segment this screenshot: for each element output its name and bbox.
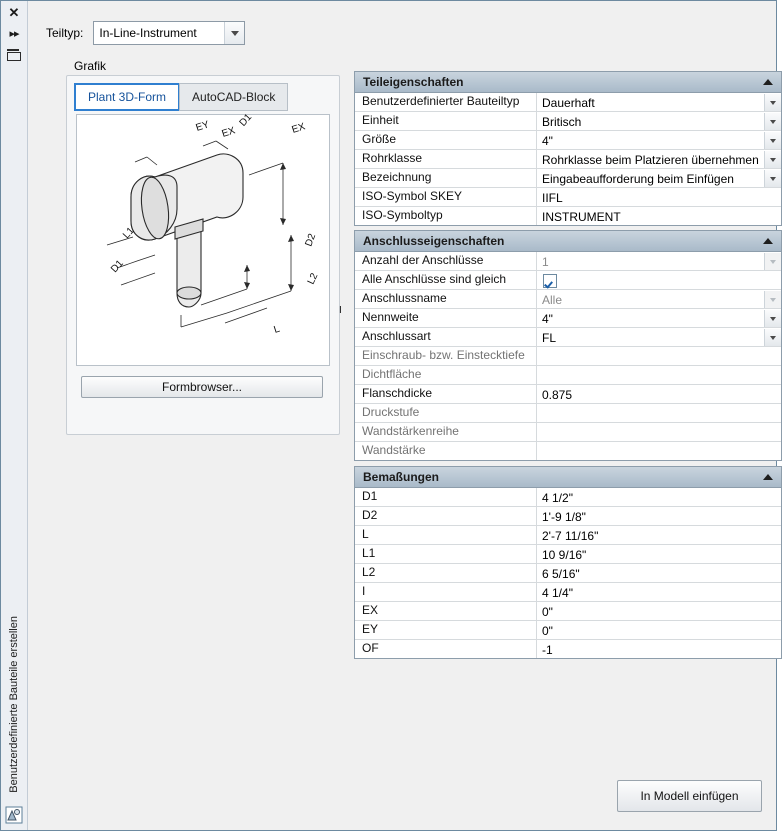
- row-value-text-input[interactable]: [537, 640, 781, 658]
- table-row: [355, 404, 781, 423]
- row-label: D2: [355, 507, 537, 525]
- row-value-text-input[interactable]: [537, 507, 781, 525]
- row-value-text: 4 1/2": [542, 490, 573, 505]
- row-value-text-input[interactable]: [537, 404, 781, 422]
- table-row: [355, 188, 781, 207]
- preview-label-d2: D2: [303, 232, 319, 249]
- chevron-up-icon[interactable]: [763, 238, 773, 244]
- row-label: ISO-Symboltyp: [355, 207, 537, 225]
- table-row: [355, 112, 781, 131]
- table-row: [355, 564, 781, 583]
- table-row: [355, 602, 781, 621]
- part-properties-grid: [354, 93, 782, 226]
- row-label: Wandstärke: [355, 442, 537, 460]
- preview-label-l: L: [272, 323, 282, 336]
- row-value-text: 2'-7 11/16": [542, 528, 599, 543]
- row-value-text: 0.875: [542, 387, 573, 402]
- row-value-combo[interactable]: [537, 328, 781, 346]
- chevron-down-glyph: [770, 298, 776, 302]
- dimensions-panel-header[interactable]: [354, 466, 782, 488]
- preview-label-ex2: EX: [290, 121, 307, 136]
- row-value-combo[interactable]: [537, 93, 781, 111]
- row-value-text: Rohrklasse beim Platzieren übernehmen: [542, 152, 759, 167]
- chevron-down-icon[interactable]: [764, 151, 781, 168]
- dimensions-grid: [354, 488, 782, 659]
- row-value-combo[interactable]: [537, 150, 781, 168]
- row-value-text: 1'-9 1/8": [542, 509, 586, 524]
- row-label: Anzahl der Anschlüsse: [355, 252, 537, 270]
- tab-plant3d-form[interactable]: [74, 83, 180, 111]
- part-properties-panel-title: Teileigenschaften: [363, 75, 464, 89]
- row-label: Größe: [355, 131, 537, 149]
- table-row: [355, 526, 781, 545]
- part-type-label: Teiltyp:: [46, 26, 84, 40]
- part-type-value: In-Line-Instrument: [99, 26, 197, 40]
- table-row: [355, 442, 781, 460]
- content-area: [28, 1, 776, 830]
- row-value-text-input[interactable]: [537, 621, 781, 639]
- table-row: [355, 252, 781, 271]
- autohide-box: [7, 52, 21, 61]
- all-connections-equal-checkbox[interactable]: [543, 274, 557, 288]
- autohide-icon[interactable]: [6, 47, 22, 61]
- row-value-text-input[interactable]: [537, 602, 781, 620]
- tab-plant3d-form-label: Plant 3D-Form: [88, 90, 167, 104]
- chevron-down-icon[interactable]: [764, 94, 781, 111]
- chevron-down-icon[interactable]: [224, 22, 244, 44]
- row-label: L: [355, 526, 537, 544]
- preview-label-d1b: D1: [109, 258, 126, 276]
- preview-label-ey: EY: [194, 119, 211, 134]
- row-value-text: 0": [542, 623, 553, 638]
- chevron-down-icon[interactable]: [764, 132, 781, 149]
- row-label: EY: [355, 621, 537, 639]
- table-row: [355, 328, 781, 347]
- chevron-down-glyph: [770, 177, 776, 181]
- shape-preview-drawing: [77, 111, 342, 365]
- tab-autocad-block[interactable]: [179, 83, 288, 111]
- row-value-combo[interactable]: [537, 131, 781, 149]
- row-label: Einschraub- bzw. Einstecktiefe: [355, 347, 537, 365]
- dock-strip: [1, 1, 28, 830]
- row-label: L1: [355, 545, 537, 563]
- row-value-checkbox-cell[interactable]: [537, 271, 781, 289]
- chevron-down-icon[interactable]: [764, 329, 781, 346]
- table-row: [355, 290, 781, 309]
- table-row: [355, 169, 781, 188]
- graphics-tabstrip: [74, 83, 287, 111]
- connection-properties-panel-title: Anschlusseigenschaften: [363, 234, 505, 248]
- row-value-text-input[interactable]: [537, 564, 781, 582]
- row-value-text-input[interactable]: [537, 488, 781, 506]
- row-value-text-input[interactable]: [537, 526, 781, 544]
- table-row: [355, 207, 781, 225]
- dimensions-panel-title: Bemaßungen: [363, 470, 440, 484]
- row-value-text: Eingabeaufforderung beim Einfügen: [542, 171, 734, 186]
- part-type-row: [46, 21, 245, 45]
- preview-label-l1: L1: [121, 225, 137, 242]
- preview-label-ex: EX: [220, 125, 237, 140]
- table-row: [355, 423, 781, 442]
- row-value-text: Alle: [542, 292, 563, 307]
- row-value-combo[interactable]: [537, 169, 781, 187]
- chevron-down-glyph: [770, 120, 776, 124]
- graphics-groupbox-legend: Grafik: [70, 59, 110, 73]
- row-value-combo[interactable]: [537, 112, 781, 130]
- row-value-text-input[interactable]: [537, 442, 781, 460]
- row-value-text: 10 9/16": [542, 547, 587, 562]
- chevron-up-icon[interactable]: [763, 474, 773, 480]
- table-row: [355, 545, 781, 564]
- preview-label-i: I: [339, 305, 342, 316]
- chevron-down-glyph: [770, 317, 776, 321]
- dimensions-panel: [354, 466, 782, 659]
- row-value-text-input[interactable]: [537, 207, 781, 225]
- row-label: Anschlussname: [355, 290, 537, 308]
- row-value-text-input[interactable]: [537, 385, 781, 403]
- table-row: [355, 385, 781, 404]
- row-value-text: -1: [542, 642, 553, 657]
- connection-properties-panel-header[interactable]: [354, 230, 782, 252]
- table-row: [355, 93, 781, 112]
- shape-preview[interactable]: [76, 111, 342, 366]
- chevron-down-glyph: [770, 139, 776, 143]
- row-value-combo[interactable]: [537, 290, 781, 308]
- chevron-down-icon[interactable]: [764, 113, 781, 130]
- row-label: Benutzerdefinierter Bauteiltyp: [355, 93, 537, 111]
- row-value-text-input[interactable]: [537, 188, 781, 206]
- chevron-down-icon: [764, 291, 781, 308]
- table-row: [355, 507, 781, 526]
- table-row: [355, 131, 781, 150]
- row-value-text-input[interactable]: [537, 366, 781, 384]
- row-label: Dichtfläche: [355, 366, 537, 384]
- preview-label-d1: D1: [237, 111, 255, 129]
- connection-properties-grid: [354, 252, 782, 461]
- unpin-icon[interactable]: ▸▸: [9, 28, 19, 40]
- chevron-up-icon[interactable]: [763, 79, 773, 85]
- row-value-text-input[interactable]: [537, 347, 781, 365]
- part-properties-panel: [354, 71, 782, 226]
- row-label: Einheit: [355, 112, 537, 130]
- row-value-text-input[interactable]: [537, 583, 781, 601]
- close-icon[interactable]: ✕: [8, 5, 20, 20]
- row-value-text: IIFL: [542, 190, 563, 205]
- panel-vertical-title-text: Benutzerdefinierte Bauteile erstellen: [8, 616, 20, 793]
- row-value-text: 4": [542, 311, 553, 326]
- chevron-down-glyph: [770, 101, 776, 105]
- row-label: D1: [355, 488, 537, 506]
- row-label: Nennweite: [355, 309, 537, 327]
- row-label: Flanschdicke: [355, 385, 537, 403]
- preview-label-l2: L2: [305, 271, 321, 287]
- table-row: [355, 640, 781, 658]
- row-value-text-input[interactable]: [537, 423, 781, 441]
- row-label: OF: [355, 640, 537, 658]
- row-value-combo[interactable]: [537, 252, 781, 270]
- part-properties-panel-header[interactable]: [354, 71, 782, 93]
- table-row: [355, 309, 781, 328]
- table-row: [355, 583, 781, 602]
- table-row: [355, 347, 781, 366]
- part-type-combo[interactable]: [93, 21, 245, 45]
- row-value-text: 1: [542, 254, 549, 269]
- row-value-text: Britisch: [542, 114, 582, 129]
- chevron-down-glyph: [770, 336, 776, 340]
- row-value-text: 4 1/4": [542, 585, 573, 600]
- chevron-down-glyph: [770, 158, 776, 162]
- table-row: [355, 366, 781, 385]
- form-browser-button[interactable]: Formbrowser...: [81, 376, 323, 398]
- row-value-combo[interactable]: [537, 309, 781, 327]
- chevron-down-icon: [764, 253, 781, 270]
- row-label: I: [355, 583, 537, 601]
- row-label: ISO-Symbol SKEY: [355, 188, 537, 206]
- tab-autocad-block-label: AutoCAD-Block: [192, 90, 276, 104]
- row-value-text: 0": [542, 604, 553, 619]
- row-label: L2: [355, 564, 537, 582]
- table-row: [355, 621, 781, 640]
- row-label: Alle Anschlüsse sind gleich: [355, 271, 537, 289]
- panel-vertical-title: [1, 616, 27, 796]
- table-row: [355, 488, 781, 507]
- table-row: [355, 150, 781, 169]
- row-label: EX: [355, 602, 537, 620]
- chevron-down-glyph: [770, 260, 776, 264]
- row-value-text: INSTRUMENT: [542, 209, 621, 224]
- row-value-text: 4": [542, 133, 553, 148]
- table-row: [355, 271, 781, 290]
- plant3d-logo-icon: [5, 806, 23, 824]
- row-value-text-input[interactable]: [537, 545, 781, 563]
- connection-properties-panel: [354, 230, 782, 461]
- autohide-bar: [7, 49, 19, 51]
- chevron-down-glyph: [231, 31, 239, 36]
- row-label: Druckstufe: [355, 404, 537, 422]
- row-label: Anschlussart: [355, 328, 537, 346]
- row-label: Wandstärkenreihe: [355, 423, 537, 441]
- row-value-text: Dauerhaft: [542, 95, 595, 110]
- chevron-down-icon[interactable]: [764, 170, 781, 187]
- insert-into-model-button[interactable]: In Modell einfügen: [617, 780, 762, 812]
- row-value-text: FL: [542, 330, 557, 345]
- row-label: Rohrklasse: [355, 150, 537, 168]
- chevron-down-icon[interactable]: [764, 310, 781, 327]
- row-value-text: 6 5/16": [542, 566, 580, 581]
- row-label: Bezeichnung: [355, 169, 537, 187]
